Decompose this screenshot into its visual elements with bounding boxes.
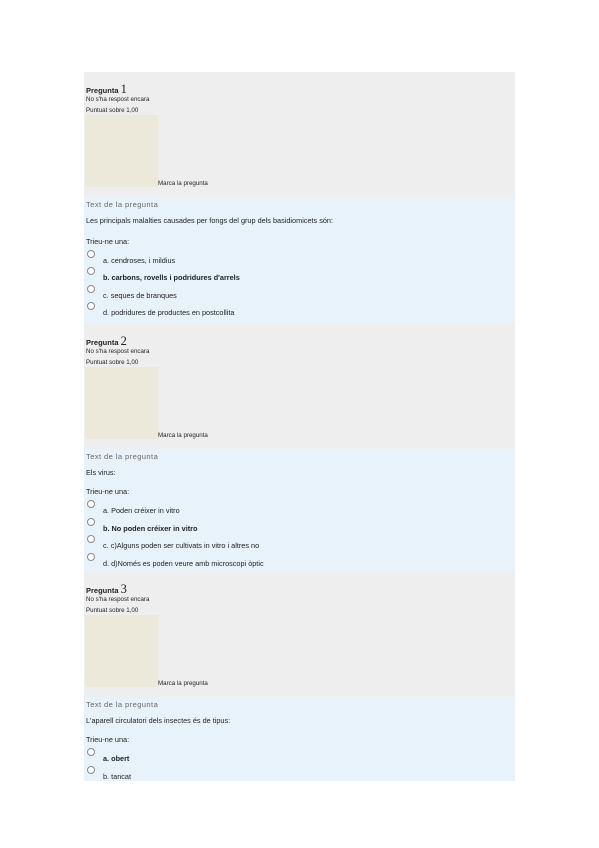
question-content: [84, 697, 515, 781]
radio-button[interactable]: [87, 285, 95, 293]
question-word: Pregunta: [86, 338, 119, 347]
answer-option[interactable]: [84, 518, 504, 535]
question-2: [84, 324, 515, 572]
answer-option-label[interactable]: a. cendroses, i mildius: [103, 256, 176, 265]
answer-option-label[interactable]: d. podridures de productes en postcollita: [103, 308, 235, 317]
answer-prompt: Trieu-ne una:: [86, 487, 130, 496]
answer-prompt: Trieu-ne una:: [86, 237, 130, 246]
radio-button[interactable]: [87, 302, 95, 310]
radio-button[interactable]: [87, 535, 95, 543]
answer-option[interactable]: [84, 766, 504, 783]
question-text-heading: Text de la pregunta: [86, 452, 159, 461]
flag-box[interactable]: [85, 615, 158, 687]
question-content: [84, 449, 515, 572]
flag-question-link[interactable]: Marca la pregunta: [158, 180, 208, 187]
question-word: Pregunta: [86, 586, 119, 595]
flag-question-link[interactable]: Marca la pregunta: [158, 680, 208, 687]
question-grade: Puntuat sobre 1,00: [86, 107, 139, 114]
question-state: No s'ha respost encara: [86, 348, 150, 355]
answer-option[interactable]: [84, 285, 504, 302]
question-3: [84, 572, 515, 781]
radio-button[interactable]: [87, 267, 95, 275]
question-text: Les principals malalties causades per fongs del grup dels basidiomicets són:: [86, 216, 334, 225]
question-number-value: 1: [120, 82, 127, 96]
question-info: [84, 72, 515, 197]
radio-button[interactable]: [87, 250, 95, 258]
answer-option[interactable]: [84, 500, 504, 517]
question-info: [84, 572, 515, 697]
question-word: Pregunta: [86, 86, 119, 95]
answer-option[interactable]: [84, 302, 504, 319]
question-text: Els virus:: [86, 468, 116, 477]
question-number: [86, 582, 127, 597]
question-content: [84, 197, 515, 324]
question-text-heading: Text de la pregunta: [86, 700, 159, 709]
answer-option-label[interactable]: a. obert: [103, 754, 130, 763]
answer-option-label[interactable]: b. carbons, rovells i podridures d'arrels: [103, 273, 240, 282]
question-info: [84, 324, 515, 449]
question-number: [86, 82, 127, 97]
question-state: No s'ha respost encara: [86, 96, 150, 103]
flag-box[interactable]: [85, 367, 158, 439]
radio-button[interactable]: [87, 518, 95, 526]
question-number-value: 2: [120, 334, 127, 348]
answer-option[interactable]: [84, 748, 504, 765]
answer-option-label[interactable]: c. seques de branques: [103, 291, 177, 300]
radio-button[interactable]: [87, 766, 95, 774]
question-number-value: 3: [120, 582, 127, 596]
answer-option[interactable]: [84, 250, 504, 267]
question-grade: Puntuat sobre 1,00: [86, 607, 139, 614]
answer-option-label[interactable]: d. d)Només es poden veure amb microscopi òptic: [103, 559, 264, 568]
answer-option[interactable]: [84, 553, 504, 570]
question-state: No s'ha respost encara: [86, 596, 150, 603]
answer-option-label[interactable]: b. tancat: [103, 772, 131, 781]
radio-button[interactable]: [87, 553, 95, 561]
radio-button[interactable]: [87, 500, 95, 508]
answer-prompt: Trieu-ne una:: [86, 735, 130, 744]
answer-option-label[interactable]: b. No poden créixer in vitro: [103, 524, 198, 533]
quiz-container: [84, 72, 515, 781]
answer-option[interactable]: [84, 267, 504, 284]
answer-option-label[interactable]: a. Poden créixer in vitro: [103, 506, 180, 515]
answer-option-label[interactable]: c. c)Alguns poden ser cultivats in vitro i altres no: [103, 541, 260, 550]
question-grade: Puntuat sobre 1,00: [86, 359, 139, 366]
question-text: L'aparell circulatori dels insectes és de tipus:: [86, 716, 231, 725]
answer-option[interactable]: [84, 535, 504, 552]
question-number: [86, 334, 127, 349]
radio-button[interactable]: [87, 748, 95, 756]
question-1: [84, 72, 515, 324]
flag-question-link[interactable]: Marca la pregunta: [158, 432, 208, 439]
question-text-heading: Text de la pregunta: [86, 200, 159, 209]
flag-box[interactable]: [85, 115, 158, 187]
